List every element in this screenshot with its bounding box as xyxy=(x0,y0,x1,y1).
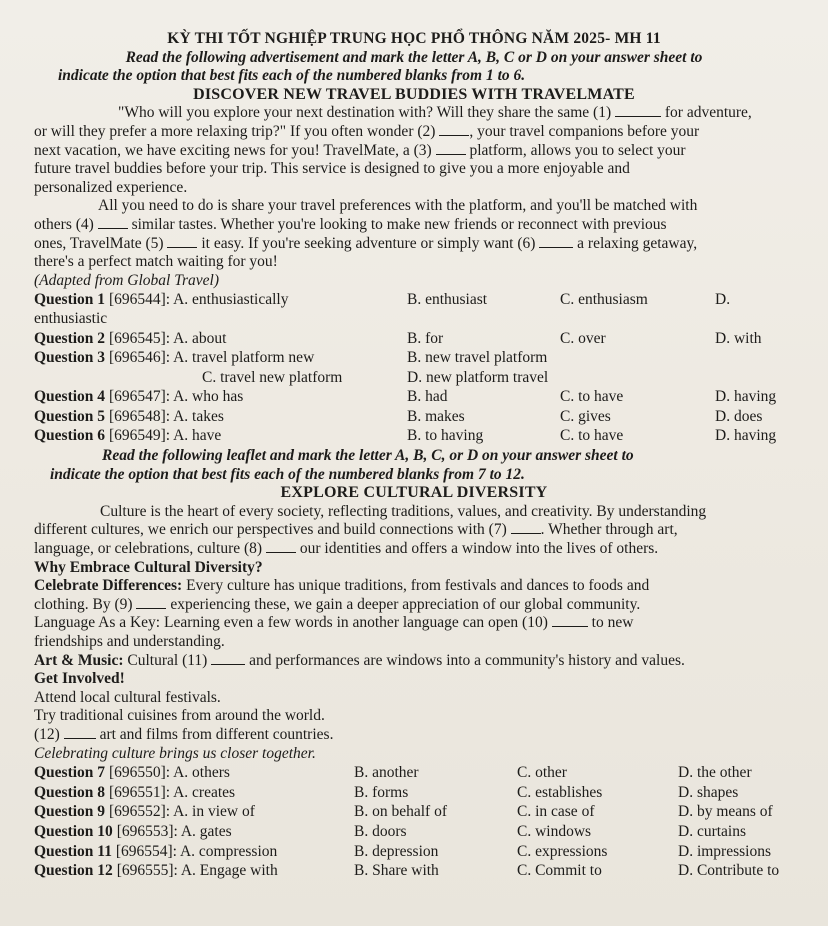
blank-12 xyxy=(64,726,96,739)
option-c[interactable]: C. enthusiasm xyxy=(560,291,648,309)
option-b[interactable]: B. had xyxy=(407,388,448,406)
question-label: Question 10 xyxy=(34,822,113,840)
blank-5 xyxy=(167,235,197,248)
leaflet-body xyxy=(34,503,794,763)
blank-10 xyxy=(552,614,588,627)
option-b[interactable]: B. forms xyxy=(354,783,409,801)
option-text: [696549]: A. have xyxy=(105,427,222,445)
option-text: [696545]: A. about xyxy=(105,329,227,347)
text-line xyxy=(34,235,794,254)
question-row xyxy=(34,783,794,803)
text: a relaxing getaway, xyxy=(573,234,698,252)
list-item xyxy=(34,726,794,745)
option-text: [696555]: A. Engage with xyxy=(112,862,278,880)
text-line xyxy=(34,577,794,596)
option-c[interactable]: C. Commit to xyxy=(517,862,602,880)
option-text: [696546]: A. travel platform new xyxy=(105,349,315,367)
option-a[interactable] xyxy=(34,407,407,427)
advert-paragraph-2 xyxy=(34,197,794,290)
question-label: Question 12 xyxy=(34,862,113,880)
text: to new xyxy=(587,614,634,632)
text: "Who will you explore your next destination with? Will they share the same (1) xyxy=(118,104,615,122)
question-label: Question 1 xyxy=(34,291,106,309)
section2-instruction: Read the following leaflet and mark the letter A, B, C, or D on your answer sheet to xyxy=(102,447,634,465)
advert-paragraph-1 xyxy=(34,104,794,197)
exam-title: KỲ THI TỐT NGHIỆP TRUNG HỌC PHỔ THÔNG NĂM 2025- MH 11 xyxy=(167,30,661,47)
option-text: [696548]: A. takes xyxy=(105,407,224,425)
text-line: future travel buddies before your trip. This service is designed to give you a more enjoyable and xyxy=(34,160,630,178)
text: others (4) xyxy=(34,215,98,233)
text: clothing. By (9) xyxy=(34,595,137,613)
option-text: [696544]: A. enthusiastically xyxy=(105,291,289,309)
option-d[interactable]: D. curtains xyxy=(678,822,747,840)
option-d[interactable]: D. having xyxy=(715,388,777,406)
option-c[interactable]: C. establishes xyxy=(517,783,603,801)
option-d[interactable]: D. with xyxy=(715,329,762,347)
text-line xyxy=(34,216,794,235)
option-text: [696554]: A. compression xyxy=(111,842,278,860)
advert-title: DISCOVER NEW TRAVEL BUDDIES WITH TRAVELMATE xyxy=(193,85,635,103)
question-label: Question 6 xyxy=(34,427,106,445)
option-text: [696552]: A. in view of xyxy=(105,803,255,821)
text: next vacation, we have exciting news for you! TravelMate, a (3) xyxy=(34,141,436,159)
text: Cultural (11) xyxy=(123,651,212,669)
list-item: Attend local cultural festivals. xyxy=(34,688,221,706)
text: for adventure, xyxy=(661,104,752,122)
text-line xyxy=(34,123,794,142)
blank-3 xyxy=(436,142,466,155)
option-c[interactable]: C. in case of xyxy=(517,803,595,821)
question-row xyxy=(34,329,794,349)
option-a[interactable] xyxy=(34,348,407,368)
art-label: Art & Music: xyxy=(34,651,124,669)
text-line: All you need to do is share your travel preferences with the platform, and you'll be matched with xyxy=(98,197,698,215)
text: similar tastes. Whether you're looking to make new friends or reconnect with previous xyxy=(127,215,667,233)
option-c[interactable]: C. travel new platform xyxy=(202,368,343,386)
question-label: Question 2 xyxy=(34,329,106,347)
questions-7-12 xyxy=(34,763,794,881)
option-a[interactable] xyxy=(34,861,354,881)
text-line xyxy=(34,142,794,161)
option-text: [696553]: A. gates xyxy=(112,822,232,840)
blank-6 xyxy=(539,235,573,248)
instruction-line: indicate the option that best fits each of the numbered blanks from 1 to 6. xyxy=(58,67,526,85)
section1-instruction xyxy=(34,49,794,68)
source-note: (Adapted from Global Travel) xyxy=(34,271,219,289)
question-row xyxy=(34,426,794,446)
option-c[interactable]: C. windows xyxy=(517,822,592,840)
section1-instruction-2 xyxy=(34,67,794,86)
option-d[interactable]: D. the other xyxy=(678,764,752,782)
option-text: [696547]: A. who has xyxy=(105,388,244,406)
leaflet-title: EXPLORE CULTURAL DIVERSITY xyxy=(280,484,548,502)
option-c[interactable]: C. over xyxy=(560,329,606,347)
text-line xyxy=(34,614,794,633)
text-line xyxy=(34,540,794,559)
text: our identities and offers a window into the lives of others. xyxy=(295,540,659,558)
text: different cultures, we enrich our perspectives and build connections with (7) xyxy=(34,521,511,539)
text: and performances are windows into a community's history and values. xyxy=(245,651,685,669)
option-text: [696550]: A. others xyxy=(105,764,230,782)
question-label: Question 3 xyxy=(34,349,106,367)
option-b[interactable]: B. makes xyxy=(407,407,465,425)
text: ones, TravelMate (5) xyxy=(34,234,168,252)
option-b[interactable]: B. Share with xyxy=(354,862,439,880)
question-label: Question 5 xyxy=(34,407,106,425)
blank-2 xyxy=(439,123,469,136)
question-label: Question 11 xyxy=(34,842,112,860)
option-a[interactable] xyxy=(34,763,354,783)
option-d[interactable]: D. new platform travel xyxy=(407,368,549,386)
text: it easy. If you're seeking adventure or simply want (6) xyxy=(197,234,540,252)
blank-1 xyxy=(615,104,661,117)
option-b[interactable]: B. on behalf of xyxy=(354,803,447,821)
why-heading: Why Embrace Cultural Diversity? xyxy=(34,558,263,576)
option-d[interactable]: D. having xyxy=(715,427,777,445)
option-d[interactable]: D. by means of xyxy=(678,803,773,821)
option-b[interactable]: B. for xyxy=(407,329,444,347)
question-row xyxy=(34,387,794,407)
option-d[interactable]: D. does xyxy=(715,407,763,425)
option-a[interactable] xyxy=(34,387,407,407)
text-line xyxy=(34,104,794,123)
option-c[interactable]: C. to have xyxy=(560,427,624,445)
option-b[interactable]: B. to having xyxy=(407,427,484,445)
option-b[interactable]: B. depression xyxy=(354,842,439,860)
question-row xyxy=(34,842,794,862)
option-c[interactable]: C. gives xyxy=(560,407,611,425)
question-row xyxy=(34,802,794,822)
option-a[interactable] xyxy=(34,329,407,349)
get-involved-heading: Get Involved! xyxy=(34,670,125,688)
option-a[interactable] xyxy=(34,783,354,803)
text: (12) xyxy=(34,725,64,743)
text-line: there's a perfect match waiting for you! xyxy=(34,253,278,271)
question-row xyxy=(34,290,794,310)
text: Every culture has unique traditions, from festivals and dances to foods and xyxy=(182,577,650,595)
blank-11 xyxy=(211,652,245,665)
text: language, or celebrations, culture (8) xyxy=(34,540,266,558)
option-a[interactable] xyxy=(34,290,407,310)
option-d[interactable]: D. xyxy=(715,291,731,309)
option-c[interactable]: C. to have xyxy=(560,388,624,406)
text: or will they prefer a more relaxing trip?" If you often wonder (2) xyxy=(34,122,440,140)
blank-8 xyxy=(266,540,296,553)
option-c[interactable]: C. expressions xyxy=(517,842,608,860)
celebrate-label: Celebrate Differences: xyxy=(34,577,183,595)
option-b[interactable]: B. new travel platform xyxy=(407,349,548,367)
text-line: personalized experience. xyxy=(34,178,188,196)
section2-instruction-2: indicate the option that best fits each of the numbered blanks from 7 to 12. xyxy=(50,465,525,483)
text-line xyxy=(34,652,794,671)
option-a[interactable] xyxy=(34,802,354,822)
option-a[interactable] xyxy=(34,426,407,446)
question-row xyxy=(34,368,794,388)
question-row xyxy=(34,348,794,368)
instruction-line: Read the following advertisement and mark the letter A, B, C or D on your answer sheet to xyxy=(125,48,703,66)
option-c[interactable]: C. other xyxy=(517,764,567,782)
question-row xyxy=(34,822,794,842)
text-line xyxy=(34,596,794,615)
option-b[interactable]: B. another xyxy=(354,764,419,782)
text-line: friendships and understanding. xyxy=(34,633,225,650)
option-d[interactable]: D. impressions xyxy=(678,842,771,860)
text: , your travel companions before your xyxy=(469,122,700,140)
questions-1-6 xyxy=(34,290,794,446)
text: Language As a Key: Learning even a few words in another language can open (10) xyxy=(34,614,552,632)
blank-4 xyxy=(98,216,128,229)
option-a[interactable] xyxy=(34,842,354,862)
text-line: Culture is the heart of every society, reflecting traditions, values, and creativity. By understanding xyxy=(100,502,707,520)
blank-9 xyxy=(136,596,166,609)
option-d[interactable]: D. shapes xyxy=(678,783,739,801)
text: art and films from different countries. xyxy=(95,725,334,743)
option-b[interactable]: B. doors xyxy=(354,822,407,840)
question-label: Question 9 xyxy=(34,803,106,821)
question-row xyxy=(34,861,794,881)
option-b[interactable]: B. enthusiast xyxy=(407,291,488,309)
question-row xyxy=(34,407,794,427)
text: . Whether through art, xyxy=(540,521,678,539)
closing-line: Celebrating culture brings us closer together. xyxy=(34,744,316,762)
option-text: [696551]: A. creates xyxy=(105,783,236,801)
question-label: Question 8 xyxy=(34,783,106,801)
question-row xyxy=(34,763,794,783)
blank-7 xyxy=(511,521,541,534)
list-item: Try traditional cuisines from around the world. xyxy=(34,707,325,725)
option-a[interactable] xyxy=(34,822,354,842)
text: experiencing these, we gain a deeper appreciation of our global community. xyxy=(166,595,641,613)
question-label: Question 7 xyxy=(34,764,106,782)
text-line xyxy=(34,521,794,540)
option-d[interactable]: D. Contribute to xyxy=(678,862,780,880)
option-d-wrap: enthusiastic xyxy=(34,309,108,327)
question-label: Question 4 xyxy=(34,388,106,406)
text: platform, allows you to select your xyxy=(465,141,686,159)
